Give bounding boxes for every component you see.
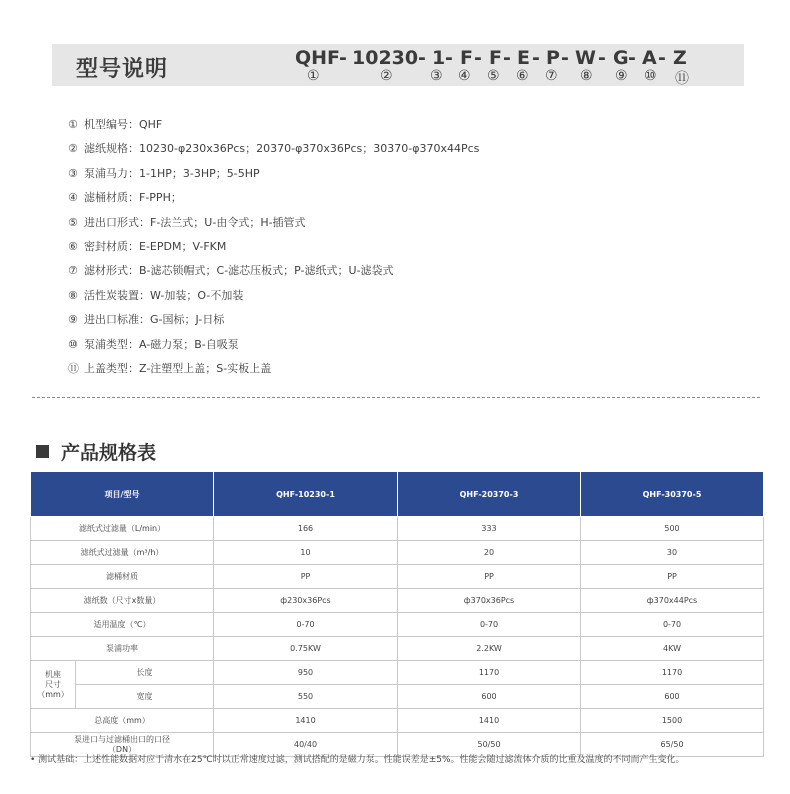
code-part: F — [489, 47, 502, 69]
dashed-divider — [32, 397, 760, 398]
table-cell: 30 — [581, 541, 764, 565]
code-part: E — [517, 47, 530, 69]
table-row — [31, 517, 764, 541]
table-cell: 1170 — [398, 661, 581, 685]
table-cell: 950 — [214, 661, 398, 685]
row-label: 泵浦功率 — [31, 637, 214, 661]
legend-text: 泵浦马力：1-1HP；3-3HP；5-5HP — [84, 166, 260, 180]
table-row — [31, 685, 764, 709]
table-cell: 20 — [398, 541, 581, 565]
code-index: ⑧ — [580, 68, 593, 84]
test-basis-footnote: • 测试基础：上述性能数据对应于清水在25℃时以正常速度过滤，测试搭配的是磁力泵。性能误差是±5%。性能会随过滤流体介质的比重及温度的不同而产生变化。 — [30, 755, 685, 765]
legend-text: 滤桶材质：F-PPH； — [84, 191, 182, 205]
row-label: 滤纸式过滤量（m³/h） — [31, 541, 214, 565]
legend-text: 机型编号：QHF — [84, 118, 163, 131]
legend-text: 泵浦类型：A-磁力泵；B-自吸泵 — [84, 337, 239, 351]
legend-number: ⑦ — [68, 264, 78, 278]
legend-number: ⑩ — [68, 337, 78, 351]
table-cell: 10 — [214, 541, 398, 565]
legend-item — [68, 166, 479, 190]
table-cell: 1170 — [581, 661, 764, 685]
code-sep: - — [503, 47, 511, 69]
table-cell: PP — [214, 565, 398, 589]
header-cell: 项目/型号 — [31, 472, 214, 517]
table-cell: 600 — [398, 685, 581, 709]
header-cell: QHF-20370-3 — [398, 472, 581, 517]
header-cell: QHF-30370-5 — [581, 472, 764, 517]
table-cell: 65/50 — [581, 733, 764, 757]
code-index: ⑪ — [675, 71, 689, 87]
legend-text: 密封材质：E-EPDM；V-FKM — [84, 239, 227, 253]
row-label: 滤纸数（尺寸x数量） — [31, 589, 214, 613]
code-part: Z — [673, 47, 687, 69]
legend-text: 上盖类型：Z-注塑型上盖；S-实板上盖 — [84, 361, 272, 375]
legend-item — [68, 215, 479, 239]
legend-text: 滤纸规格：10230-φ230x36Pcs；20370-φ370x36Pcs；30370-φ370x44Pcs — [84, 142, 480, 156]
square-bullet-icon — [36, 445, 49, 458]
code-index: ⑥ — [516, 68, 529, 84]
table-header-row — [31, 472, 764, 517]
code-sep: - — [628, 47, 636, 69]
legend-number: ⑪ — [68, 361, 79, 375]
table-cell: PP — [398, 565, 581, 589]
code-part: A — [642, 47, 657, 69]
code-sep: - — [561, 47, 569, 69]
table-cell: 333 — [398, 517, 581, 541]
table-row — [31, 613, 764, 637]
code-sep: - — [474, 47, 482, 69]
banner-title: 型号说明 — [76, 57, 169, 82]
table-cell: 0-70 — [398, 613, 581, 637]
row-label: 适用温度（℃） — [31, 613, 214, 637]
table-cell: 166 — [214, 517, 398, 541]
legend-item — [68, 190, 479, 214]
row-label: 长度 — [76, 661, 214, 685]
legend-item — [68, 141, 479, 165]
table-row — [31, 589, 764, 613]
code-part: 1 — [432, 47, 446, 69]
code-index: ④ — [458, 68, 471, 84]
legend-item — [68, 239, 479, 263]
table-cell: 0.75KW — [214, 637, 398, 661]
legend-number: ① — [68, 118, 78, 131]
legend-text: 进出口标准：G-国标；J-日标 — [84, 313, 225, 327]
table-row — [31, 661, 764, 685]
table-cell: ф230x36Pcs — [214, 589, 398, 613]
legend-item — [68, 361, 479, 385]
legend-number: ③ — [68, 166, 78, 180]
legend-item — [68, 337, 479, 361]
table-cell: 40/40 — [214, 733, 398, 757]
legend-item — [68, 288, 479, 312]
code-index: ① — [307, 68, 320, 84]
table-cell: 50/50 — [398, 733, 581, 757]
row-label: 总高度（mm） — [31, 709, 214, 733]
code-sep: - — [598, 47, 606, 69]
code-sep: - — [418, 47, 426, 69]
legend-text: 进出口形式：F-法兰式；U-由令式；H-插管式 — [84, 215, 306, 229]
group-label: 机座 尺寸 （mm） — [31, 661, 76, 709]
code-part: G — [613, 47, 629, 69]
code-sep: - — [532, 47, 540, 69]
code-sep: - — [445, 47, 453, 69]
row-label: 滤桶材质 — [31, 565, 214, 589]
legend-number: ⑨ — [68, 313, 78, 327]
table-cell: 1410 — [398, 709, 581, 733]
legend-item — [68, 117, 479, 141]
table-cell: 550 — [214, 685, 398, 709]
table-cell: 0-70 — [214, 613, 398, 637]
table-cell: 4KW — [581, 637, 764, 661]
row-label: 泵进口与过滤桶出口的口径 （DN） — [31, 733, 214, 757]
table-cell: ф370x36Pcs — [398, 589, 581, 613]
table-cell: 2.2KW — [398, 637, 581, 661]
legend-text: 活性炭装置：W-加装；O-不加装 — [84, 288, 244, 302]
table-row — [31, 709, 764, 733]
code-part: W — [575, 47, 596, 69]
table-cell: 0-70 — [581, 613, 764, 637]
row-label: 滤纸式过滤量（L/min） — [31, 517, 214, 541]
model-code-legend — [68, 117, 479, 385]
spec-table — [30, 471, 764, 757]
code-part: F — [460, 47, 473, 69]
model-description-banner — [52, 44, 744, 86]
code-index: ⑦ — [545, 68, 558, 84]
code-part: 10230 — [352, 47, 419, 69]
section-heading — [36, 438, 156, 465]
legend-item — [68, 312, 479, 336]
table-cell: 1410 — [214, 709, 398, 733]
code-index: ⑩ — [644, 68, 657, 84]
table-cell: 600 — [581, 685, 764, 709]
header-cell: QHF-10230-1 — [214, 472, 398, 517]
code-index: ⑤ — [487, 68, 500, 84]
legend-number: ④ — [68, 191, 78, 205]
legend-number: ⑤ — [68, 215, 78, 229]
table-row — [31, 637, 764, 661]
code-part: P — [546, 47, 560, 69]
table-row — [31, 565, 764, 589]
table-cell: PP — [581, 565, 764, 589]
code-sep: - — [658, 47, 666, 69]
code-index: ② — [380, 68, 393, 84]
table-cell: 1500 — [581, 709, 764, 733]
legend-text: 滤材形式：B-滤芯锁帽式；C-滤芯压板式；P-滤纸式；U-滤袋式 — [84, 264, 394, 278]
code-index: ⑨ — [615, 68, 628, 84]
table-row — [31, 541, 764, 565]
legend-number: ② — [68, 142, 78, 156]
code-index: ③ — [430, 68, 443, 84]
code-sep: - — [339, 47, 347, 69]
code-part: QHF — [295, 47, 341, 69]
legend-number: ⑥ — [68, 239, 78, 253]
legend-number: ⑧ — [68, 288, 78, 302]
row-label: 宽度 — [76, 685, 214, 709]
table-cell: 500 — [581, 517, 764, 541]
section-title: 产品规格表 — [61, 442, 157, 464]
legend-item — [68, 263, 479, 287]
table-cell: ф370x44Pcs — [581, 589, 764, 613]
